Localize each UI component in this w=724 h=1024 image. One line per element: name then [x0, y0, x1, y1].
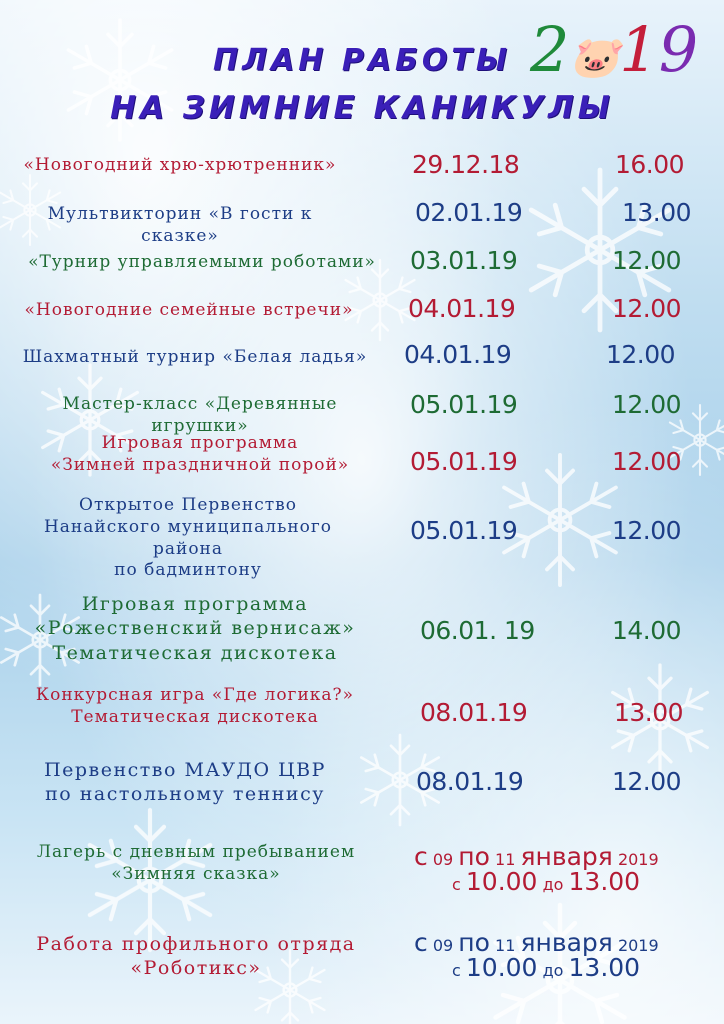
event-date: 05.01.19	[410, 447, 518, 476]
event-title: Конкурсная игра «Где логика?» Тематическая дискотека	[35, 685, 355, 727]
pig-icon: 🐷	[569, 35, 620, 81]
event-time: 12.00	[612, 516, 682, 545]
event-title: «Новогодние семейные встречи»	[24, 300, 354, 320]
event-title: Лагерь с дневным пребыванием «Зимняя сказка»	[36, 842, 356, 884]
event-time-range: с 10.00 до 13.00	[452, 953, 641, 982]
event-title: Мастер-класс «Деревянные игрушки»	[62, 394, 338, 436]
event-date: 04.01.19	[408, 294, 516, 323]
event-date: 08.01.19	[420, 698, 528, 727]
event-time: 16.00	[615, 150, 685, 179]
event-title: «Новогодний хрю-хрютренник»	[23, 155, 337, 175]
event-date: 04.01.19	[404, 340, 512, 369]
event-time: 12.00	[606, 340, 676, 369]
event-title: Открытое Первенство Нанайского муниципального района по бадминтону	[43, 495, 333, 581]
event-title: Первенство МАУДО ЦВР по настольному теннису	[44, 759, 326, 806]
title-line-2: НА ЗИМНИЕ КАНИКУЛЫ	[110, 90, 614, 126]
event-date: 06.01. 19	[420, 616, 535, 645]
event-date: 05.01.19	[410, 390, 518, 419]
event-date-range: с 09 по 11 января 2019	[414, 842, 659, 871]
event-title: Игровая программа «Зимней праздничной порой»	[50, 433, 350, 475]
event-title: Шахматный турнир «Белая ладья»	[22, 347, 368, 367]
event-title: Игровая программа «Рожественский вернисаж» Тематическая дискотека	[34, 593, 356, 664]
event-time: 12.00	[612, 246, 682, 275]
event-time: 12.00	[612, 390, 682, 419]
year-logo: 2🐷19	[530, 13, 699, 86]
title-line-1: ПЛАН РАБОТЫ	[213, 43, 511, 78]
event-time: 14.00	[612, 616, 682, 645]
event-date: 05.01.19	[410, 516, 518, 545]
event-title: «Турнир управляемыми роботами»	[28, 252, 376, 272]
event-date: 29.12.18	[412, 150, 520, 179]
event-time: 13.00	[622, 198, 692, 227]
event-time: 12.00	[612, 447, 682, 476]
event-time: 12.00	[612, 767, 682, 796]
event-time: 13.00	[614, 698, 684, 727]
event-time: 12.00	[612, 294, 682, 323]
event-date: 08.01.19	[416, 767, 524, 796]
event-time-range: с 10.00 до 13.00	[452, 867, 641, 896]
event-title: Мультвикторин «В гости к сказке»	[47, 204, 313, 246]
event-title: Работа профильного отряда «Роботикс»	[36, 933, 356, 980]
event-date-range: с 09 по 11 января 2019	[414, 928, 659, 957]
event-date: 02.01.19	[415, 198, 523, 227]
event-date: 03.01.19	[410, 246, 518, 275]
